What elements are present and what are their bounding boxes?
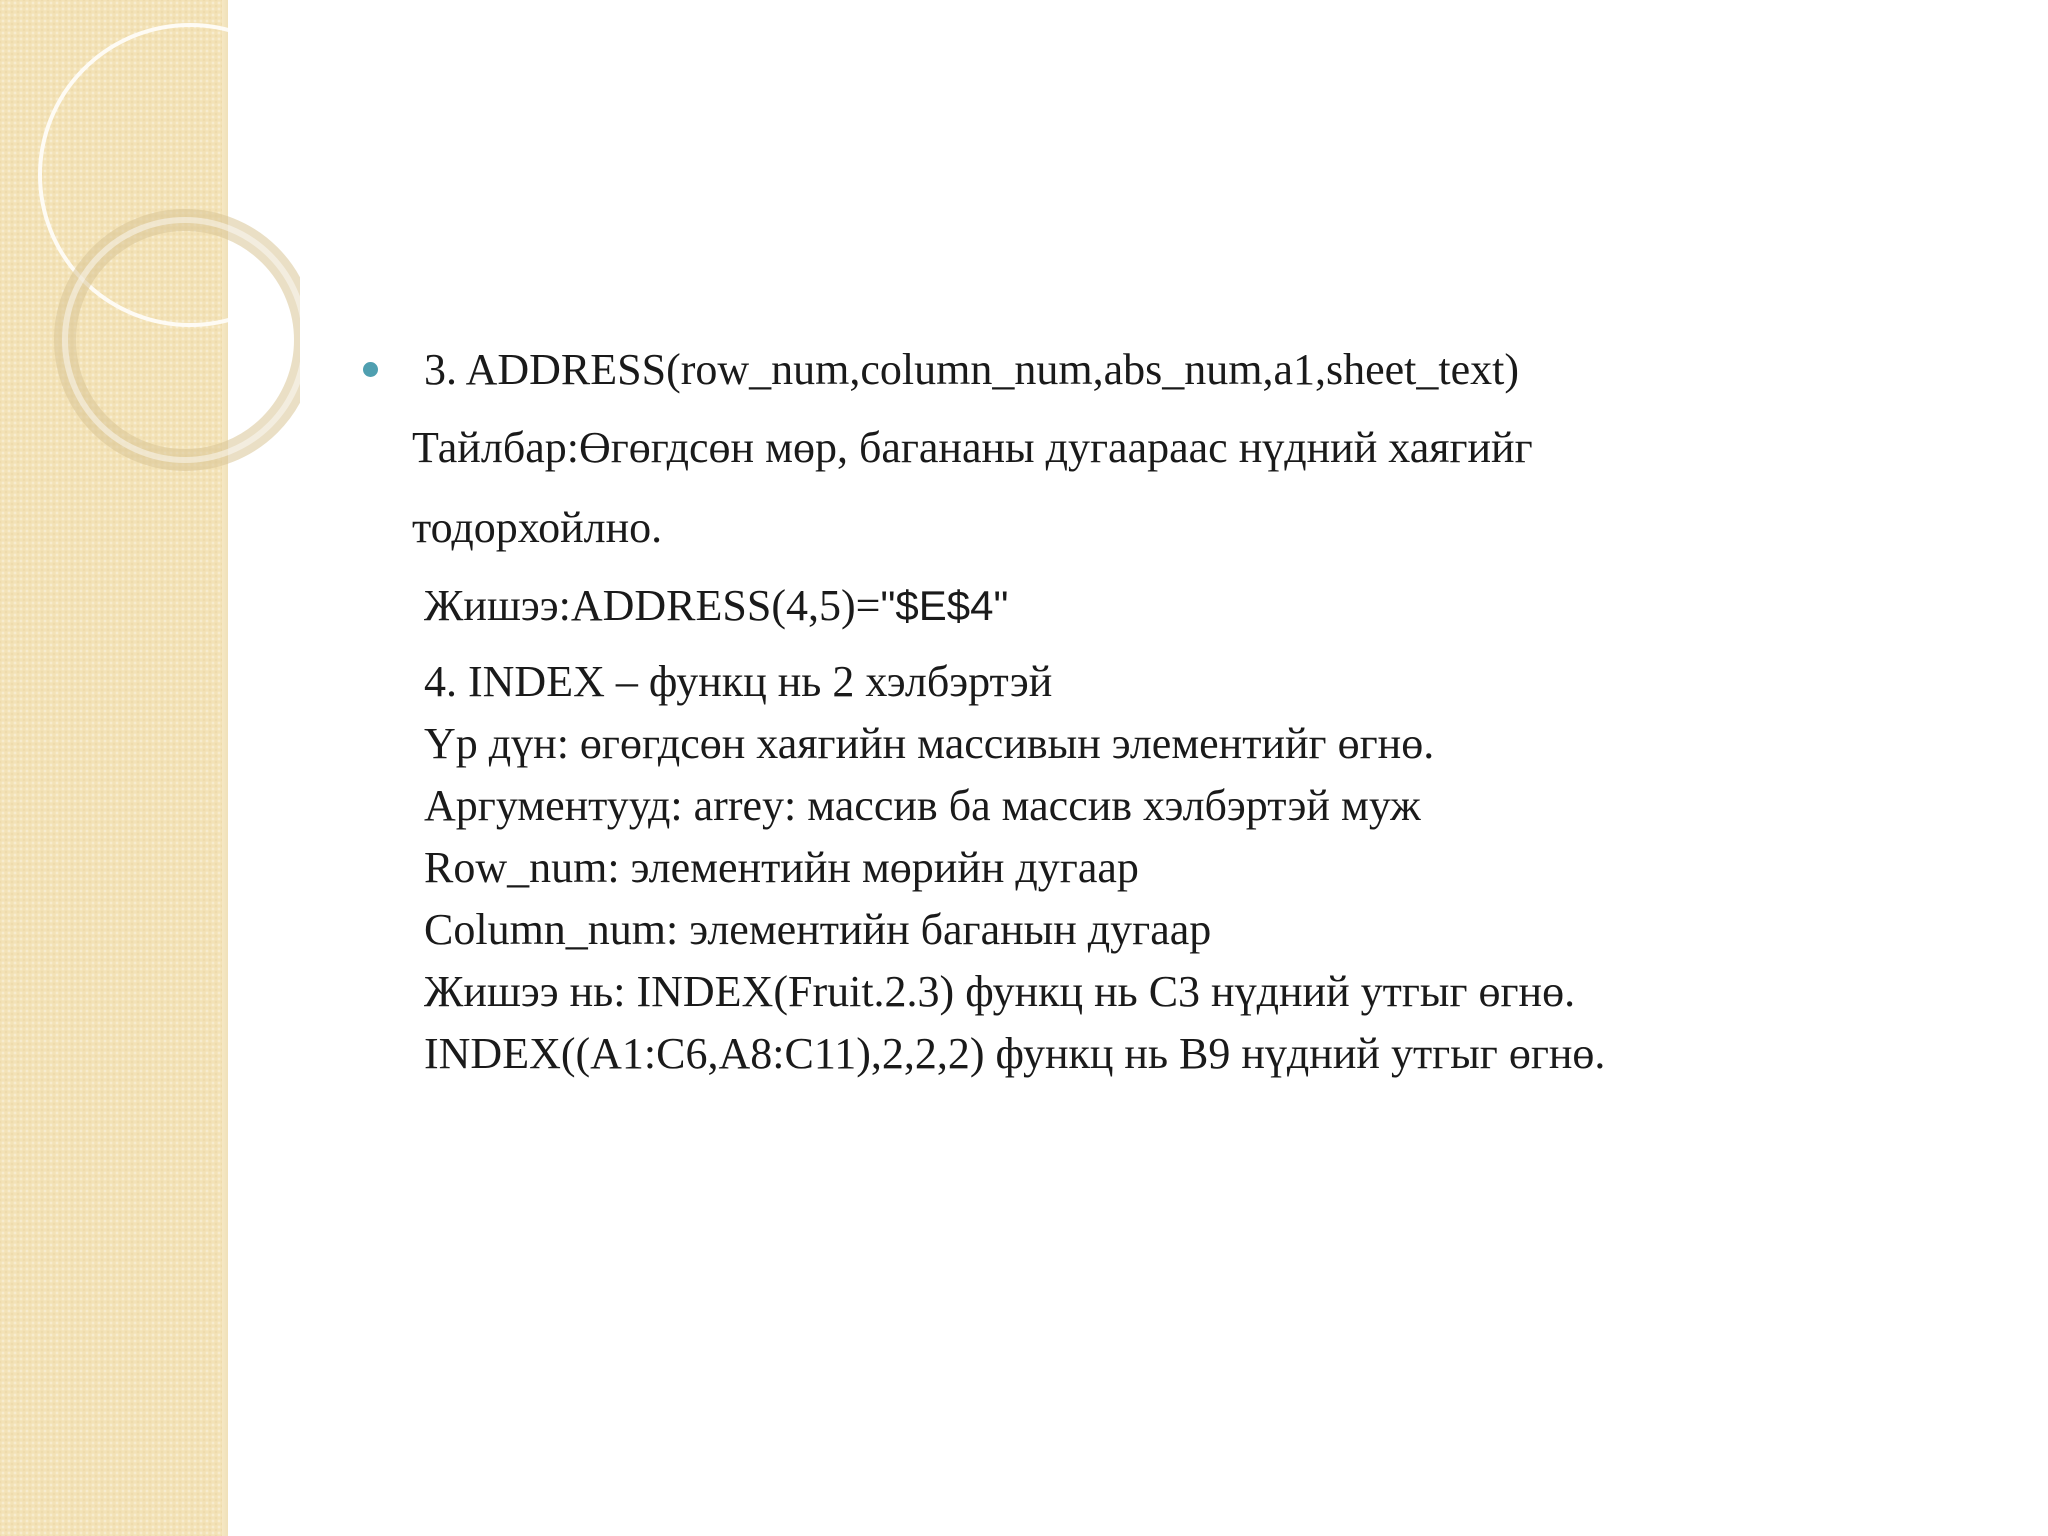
text-line-arguments: Аргументууд: arrey: массив ба массив хэлбэртэй муж xyxy=(424,781,1421,830)
text-line-example-index-2: INDEX((A1:C6,A8:C11),2,2,2) функц нь B9 нүдний утгыг өгнө. xyxy=(424,1029,1606,1078)
example-prefix: Жишээ:ADDRESS(4,5)= xyxy=(424,581,881,630)
text-line-address-syntax: 3. ADDRESS(row_num,column_num,abs_num,a1,sheet_text) xyxy=(424,345,1520,394)
text-line-description: Тайлбар:Өгөгдсөн мөр, багананы дугаараас нүдний хаягийг xyxy=(412,423,1533,472)
text-line-row-num: Row_num: элементийн мөрийн дугаар xyxy=(424,843,1139,892)
text-line-description-cont: тодорхойлно. xyxy=(412,503,663,552)
text-line-example-index: Жишээ нь: INDEX(Fruit.2.3) функц нь C3 нүдний утгыг өгнө. xyxy=(424,967,1576,1016)
bullet-dot-icon xyxy=(363,362,378,377)
text-line-example xyxy=(424,580,1008,632)
text-line-index-heading: 4. INDEX – функц нь 2 хэлбэртэй xyxy=(424,657,1053,706)
text-line-column-num: Column_num: элементийн баганын дугаар xyxy=(424,905,1212,954)
example-result: "$E$4" xyxy=(880,582,1009,629)
text-line-result: Үр дүн: өгөгдсөн хаягийн массивын элементийг өгнө. xyxy=(424,719,1435,768)
